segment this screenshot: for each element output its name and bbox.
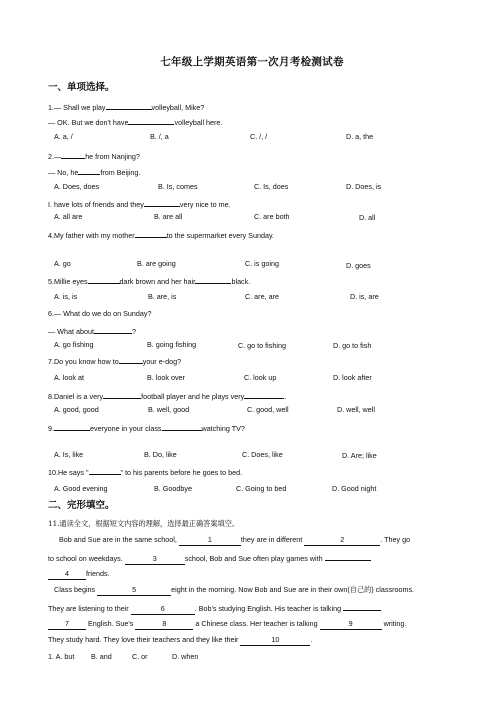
option: C. good, well	[247, 405, 289, 414]
q7-text-b: your e-dog?	[142, 357, 182, 366]
answer-blank	[106, 102, 152, 110]
cloze-text: eight in the morning. Now Bob and Sue are in their own(自己的) classrooms.	[171, 585, 415, 594]
option: A. all are	[54, 212, 83, 221]
q7-text-a: 7.Do you know how to	[48, 357, 119, 366]
q8-text-a: 8.Daniel is a very	[48, 392, 104, 401]
section-heading-cloze: 二、完形填空。	[48, 500, 115, 511]
cloze-blank-8: 8	[135, 620, 193, 630]
option: C. /, /	[250, 132, 268, 141]
cloze-text: a Chinese class. Her teacher is talking	[195, 619, 318, 628]
cloze-text: they are in different	[240, 535, 303, 544]
q9-text-b: everyone in your class	[90, 424, 162, 433]
option: D. all	[359, 213, 376, 222]
question-10	[48, 467, 242, 478]
cloze-line-1	[59, 536, 410, 546]
answer-blank	[195, 276, 231, 284]
q2-reply-text-a: — No, he	[48, 168, 79, 177]
answer-blank	[128, 117, 174, 125]
question-2	[48, 151, 140, 162]
option: A. Good evening	[54, 484, 108, 493]
question-3	[48, 199, 231, 210]
option: D. goes	[346, 261, 371, 270]
cloze-line-7	[48, 636, 312, 646]
option: C. are, are	[245, 292, 279, 301]
cloze-line-4	[54, 586, 414, 596]
option: B. are all	[154, 212, 183, 221]
option: C. is going	[245, 259, 279, 268]
question-8	[48, 391, 286, 402]
cloze-blank-9: 9	[320, 620, 382, 630]
option: A. good, good	[54, 405, 99, 414]
option: B. Goodbye	[154, 484, 192, 493]
answer-blank	[89, 467, 121, 475]
option: D. look after	[333, 373, 372, 382]
cloze-blank-7: 7	[48, 620, 86, 630]
question-5	[48, 276, 250, 287]
option: B. going fishing	[147, 340, 197, 349]
q4-text-b: to the supermarket every Sunday.	[166, 231, 275, 240]
cloze-text: to school on weekdays.	[48, 554, 123, 563]
cloze-text: . Bob's studying English. His teacher is talking	[194, 604, 342, 613]
question-1-reply	[48, 117, 222, 128]
q1-text-b: volleyball, Mike?	[151, 103, 205, 112]
question-2-reply	[48, 167, 140, 178]
cloze-option: 1. A. but	[48, 652, 75, 661]
option: A. look at	[54, 373, 84, 382]
cloze-text: .	[310, 635, 313, 644]
option: B. are going	[137, 259, 176, 268]
option: D. a, the	[346, 132, 374, 141]
option: D. is, are	[350, 292, 379, 301]
cloze-text: . They go	[380, 535, 411, 544]
option: B. Do, like	[144, 450, 177, 459]
answer-blank	[135, 230, 167, 238]
option: B. well, good	[148, 405, 190, 414]
question-1	[48, 102, 204, 113]
answer-blank	[103, 391, 141, 399]
answer-blank	[54, 423, 90, 431]
answer-blank	[88, 276, 120, 284]
answer-blank	[144, 199, 180, 207]
cloze-instruction: 11.通读全文，根据短文内容的理解，选择最正确答案填空。	[48, 519, 240, 528]
q2-reply-text-b: from Beijing.	[100, 168, 141, 177]
cloze-line-2	[48, 553, 371, 565]
q2-text-a: 2.—	[48, 152, 62, 161]
option: C. are both	[254, 212, 290, 221]
cloze-text: They are listening to their	[48, 604, 129, 613]
q5-text-a: 5.Millie eyes	[48, 277, 88, 286]
answer-blank	[325, 553, 371, 561]
q5-text-b: dark brown and her hair	[119, 277, 196, 286]
option: A. is, is	[54, 292, 78, 301]
q8-text-b: football player and he plays very	[141, 392, 245, 401]
cloze-blank-5: 5	[97, 586, 171, 596]
q6-reply-text-a: — What about	[48, 327, 94, 336]
cloze-text: Class begins	[54, 585, 96, 594]
cloze-text: They study hard. They love their teachers and they like their	[48, 635, 239, 644]
cloze-blank-10: 10	[240, 636, 310, 646]
q10-text-b: " to his parents before he goes to bed.	[120, 468, 243, 477]
question-4	[48, 230, 274, 241]
q1-reply-text-b: volleyball here.	[174, 118, 223, 127]
option: D. Good night	[332, 484, 377, 493]
cloze-blank-3: 3	[125, 555, 185, 565]
answer-blank	[61, 151, 85, 159]
q8-text-c: .	[284, 392, 287, 401]
option: A. go	[54, 259, 71, 268]
cloze-blank-2: 2	[304, 536, 380, 546]
page-title: 七年级上学期英语第一次月考检测试卷	[160, 56, 344, 68]
option: A. a, /	[54, 132, 73, 141]
option: C. go to fishing	[238, 341, 286, 350]
option: B. look over	[147, 373, 185, 382]
cloze-text: friends.	[86, 569, 110, 578]
q1-text-a: 1.— Shall we play	[48, 103, 106, 112]
option: D. Are; like	[342, 451, 377, 460]
option: C. Is, does	[254, 182, 289, 191]
cloze-blank-4: 4	[48, 570, 86, 580]
cloze-text: Bob and Sue are in the same school,	[59, 535, 177, 544]
answer-blank	[94, 326, 132, 334]
cloze-line-5	[48, 603, 381, 615]
q9-text-c: watching TV?	[201, 424, 245, 433]
cloze-text: writing.	[383, 619, 407, 628]
q3-text-a: I. have lots of friends and they	[48, 200, 144, 209]
answer-blank	[244, 391, 287, 401]
cloze-option: C. or	[132, 652, 148, 661]
question-7	[48, 356, 181, 367]
option: C. Going to bed	[236, 484, 287, 493]
option: D. go to fish	[333, 341, 372, 350]
q9-text-a: 9.	[48, 424, 54, 433]
cloze-blank-1: 1	[179, 536, 241, 546]
answer-blank	[343, 603, 381, 611]
cloze-text: school, Bob and Sue often play games with	[184, 554, 323, 563]
answer-blank	[162, 423, 202, 431]
answer-blank	[78, 167, 100, 175]
cloze-line-3	[48, 570, 110, 580]
q4-text-a: 4.My father with my mother	[48, 231, 135, 240]
option: D. well, well	[337, 405, 375, 414]
cloze-text: English. Sue's	[88, 619, 134, 628]
option: B. Is, comes	[158, 182, 198, 191]
answer-blank	[119, 356, 143, 364]
q1-reply-text-a: — OK. But we don't have	[48, 118, 129, 127]
question-6-reply	[48, 326, 136, 337]
question-6: 6.— What do we do on Sunday?	[48, 309, 152, 318]
q6-reply-text-b: ?	[131, 327, 136, 336]
cloze-blank-6: 6	[131, 605, 195, 615]
cloze-option: D. when	[172, 652, 199, 661]
option: A. go fishing	[54, 340, 94, 349]
option: C. look up	[244, 373, 277, 382]
q5-text-c: black.	[231, 277, 251, 286]
section-heading-multiple-choice: 一、单项选择。	[48, 82, 115, 93]
q3-text-b: very nice to me.	[179, 200, 231, 209]
option: B. /, a	[150, 132, 169, 141]
option: B. are, is	[148, 292, 177, 301]
cloze-line-6	[48, 620, 406, 630]
option: A. Does, does	[54, 182, 100, 191]
option: A. Is, like	[54, 450, 84, 459]
option: D. Does, is	[346, 182, 382, 191]
q10-text-a: 10.He says "	[48, 468, 89, 477]
question-9	[48, 423, 245, 434]
option: C. Does, like	[242, 450, 283, 459]
cloze-option: B. and	[91, 652, 112, 661]
q2-text-b: he from Nanjing?	[85, 152, 140, 161]
